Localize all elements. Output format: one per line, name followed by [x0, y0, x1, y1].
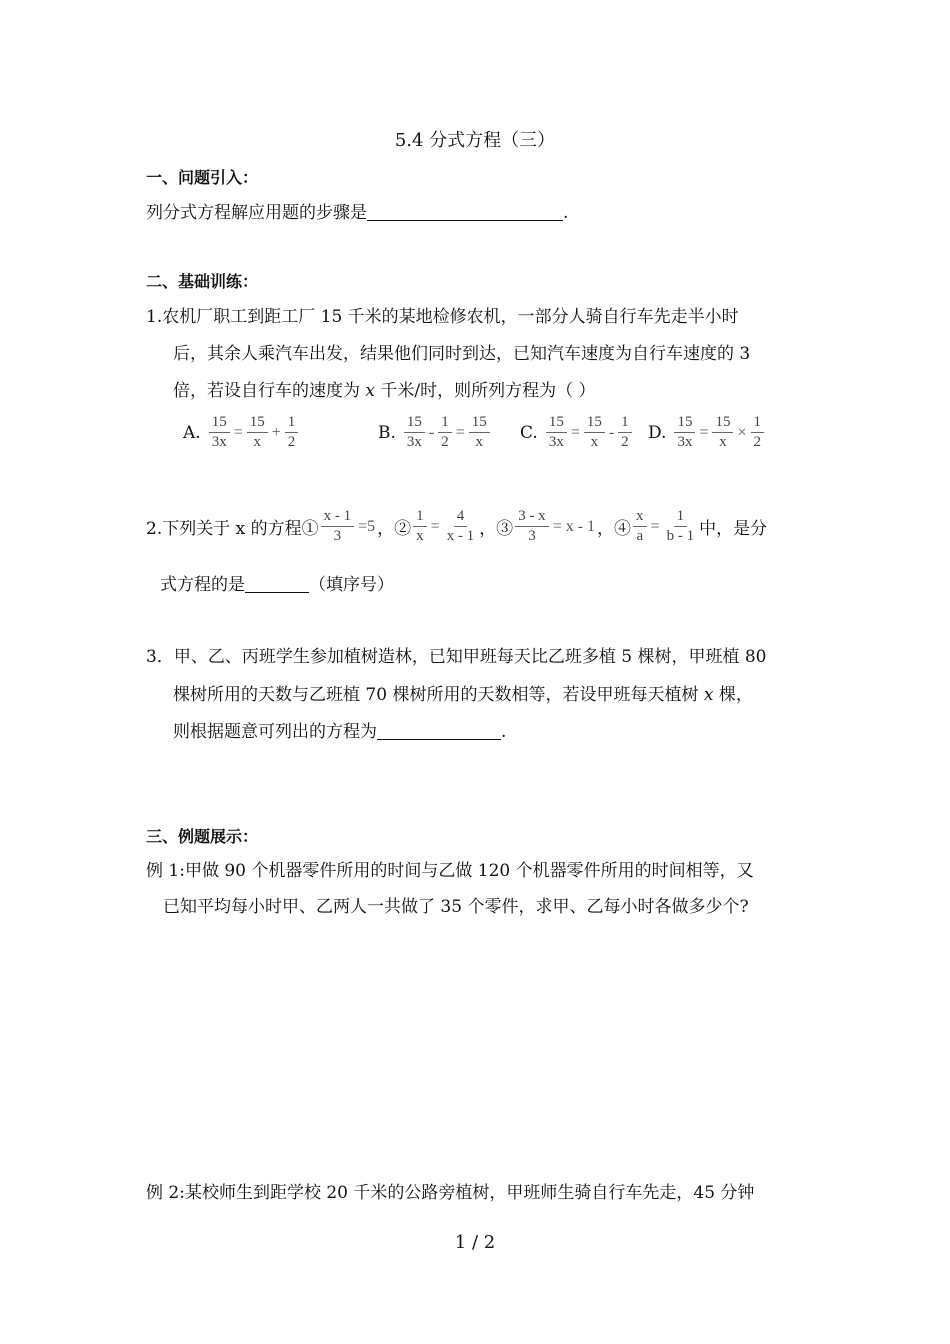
answer-blank[interactable]: [245, 575, 309, 593]
fraction: $\frac{1}{2}$: [285, 414, 299, 452]
period: .: [563, 203, 569, 223]
page-title: 5.4 分式方程（三）: [394, 130, 556, 151]
q3-line1: 3．甲、乙、丙班学生参加植树造林，已知甲班每天比乙班多植 5 棵树，甲班植 80: [146, 647, 767, 667]
fraction: $\frac{15}{x}$: [247, 414, 268, 452]
option-a-label: A.: [183, 422, 201, 443]
q2-line2: [160, 570, 394, 595]
equation-rhs: =5: [358, 517, 376, 535]
variable-x: x: [703, 685, 714, 705]
q2-suffix: 中，是分: [699, 519, 768, 540]
section-heading-basic: 二、基础训练：: [146, 272, 259, 291]
q1-line3-a: 倍，若设自行车的速度为: [173, 381, 366, 401]
fraction: $\frac{15}{x}$: [469, 414, 490, 452]
q2-prefix: 2.下列关于 x 的方程①: [146, 519, 319, 540]
equals-sign: =: [455, 423, 465, 441]
q3-line2-b: 棵，: [713, 685, 753, 705]
q2-line2-b: （填序号）: [309, 575, 394, 595]
fraction: $\frac{15}{3x}$: [209, 414, 230, 452]
ex1-line1: 例 1:甲做 90 个机器零件所用的时间与乙做 120 个机器零件所用的时间相等，又: [146, 861, 754, 881]
answer-blank[interactable]: [377, 722, 501, 740]
q1-line2: 后，其余人乘汽车出发，结果他们同时到达，已知汽车速度为自行车速度的 3: [173, 344, 751, 364]
fraction: $\frac{1}{2}$: [618, 414, 632, 452]
section-heading-examples: 三、例题展示：: [146, 827, 259, 846]
equals-sign: =: [430, 517, 440, 535]
equals-sign: =: [233, 423, 243, 441]
fraction: $\frac{15}{3x}$: [404, 414, 425, 452]
option-d[interactable]: [648, 414, 766, 452]
variable-x: x: [365, 381, 375, 401]
separator: ，②: [377, 519, 412, 540]
option-d-label: D.: [648, 422, 667, 443]
equals-sign: =: [650, 517, 660, 535]
fraction: $\frac{x - 1}{3}$: [321, 508, 355, 546]
fraction: $\frac{15}{x}$: [584, 414, 605, 452]
option-b[interactable]: [378, 414, 492, 452]
ex1-line2: 已知平均每小时甲、乙两人一共做了 35 个零件，求甲、乙每小时各做多少个?: [163, 897, 749, 917]
fraction: $\frac{1}{2}$: [438, 414, 452, 452]
separator: ，④: [597, 519, 632, 540]
ex2-line1: 例 2:某校师生到距学校 20 千米的公路旁植树，甲班师生骑自行车先走，45 分钟: [146, 1183, 755, 1203]
q2-line2-a: 式方程的是: [160, 575, 245, 595]
period: .: [501, 722, 507, 742]
operator: -: [608, 423, 615, 441]
page-number: 1 / 2: [454, 1232, 496, 1253]
intro-text: 列分式方程解应用题的步骤是: [146, 203, 367, 223]
q2-line1: [146, 508, 767, 546]
q1-line1: 1.农机厂职工到距工厂 15 千米的某地检修农机，一部分人骑自行车先走半小时: [146, 307, 739, 327]
fraction: $\frac{1}{2}$: [751, 414, 765, 452]
fraction: $\frac{x}{a}$: [633, 508, 647, 546]
option-a[interactable]: [183, 414, 300, 452]
option-b-label: B.: [378, 422, 396, 443]
separator: ，③: [479, 519, 514, 540]
fraction: $\frac{4}{x - 1}$: [446, 508, 475, 545]
q3-line2-a: 棵树所用的天数与乙班植 70 棵树所用的天数相等，若设甲班每天植树: [173, 685, 704, 705]
answer-blank[interactable]: [367, 203, 563, 221]
operator: ×: [737, 423, 747, 441]
section-heading-intro: 一、问题引入：: [146, 168, 259, 187]
fraction: $\frac{15}{3x}$: [674, 414, 695, 452]
equals-sign: =: [699, 423, 709, 441]
equals-sign: =: [570, 423, 580, 441]
intro-question: [146, 198, 568, 223]
fraction: $\frac{1}{b - 1}$: [666, 508, 695, 545]
fraction: $\frac{3 - x}{3}$: [515, 508, 549, 546]
option-c[interactable]: [520, 414, 634, 452]
q1-line3-b: 千米/时，则所列方程为（ ）: [375, 381, 596, 401]
q3-line2: [173, 680, 753, 705]
fraction: $\frac{1}{x}$: [413, 508, 427, 546]
operator: -: [428, 423, 435, 441]
option-c-label: C.: [520, 422, 538, 443]
q3-line3-text: 则根据题意可列出的方程为: [173, 722, 377, 742]
fraction: $\frac{15}{3x}$: [546, 414, 567, 452]
equation-rhs: = x - 1: [552, 517, 596, 535]
q3-line3: [173, 717, 506, 742]
q1-line3: [173, 376, 596, 401]
operator: +: [271, 423, 281, 441]
fraction: $\frac{15}{x}$: [712, 414, 733, 452]
